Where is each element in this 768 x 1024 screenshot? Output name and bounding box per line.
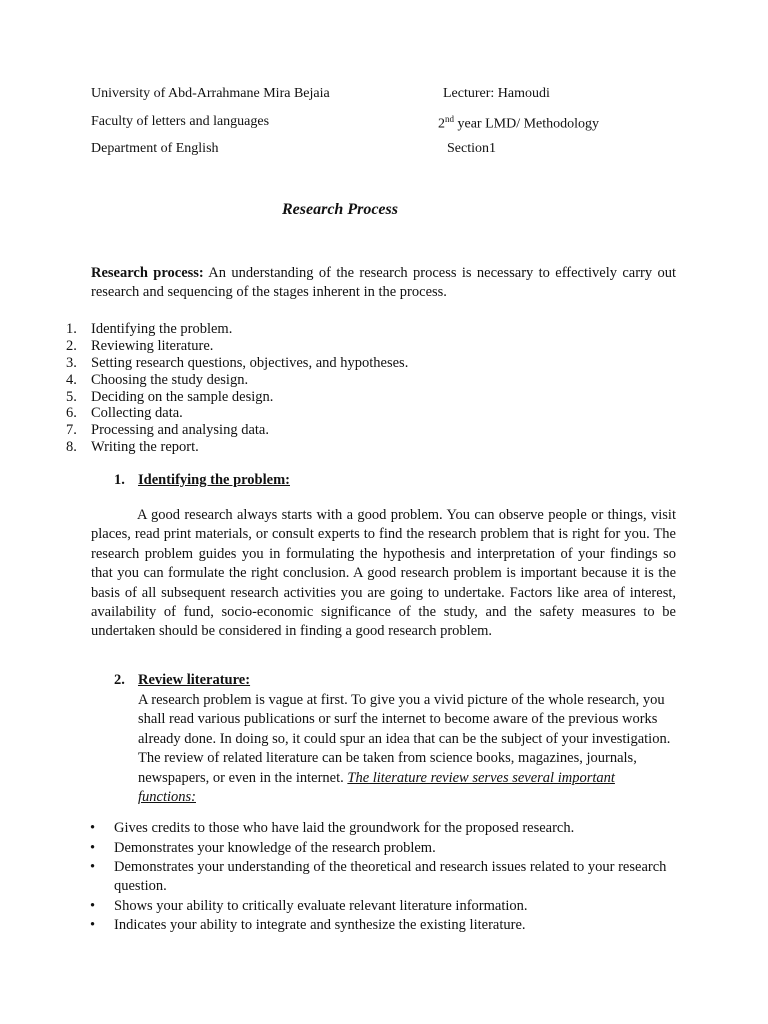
year-suffix: nd <box>445 114 454 124</box>
bullet-icon: • <box>90 839 96 856</box>
step-number: 6. <box>66 405 77 422</box>
list-item <box>66 405 408 422</box>
section-2-emphasis: The literature review serves several important functions: <box>138 769 615 806</box>
step-number: 4. <box>66 371 77 388</box>
step-text: Setting research questions, objectives, and hypotheses. <box>91 354 409 371</box>
section-2-body <box>138 691 676 807</box>
section-1-number: 1. <box>114 472 125 488</box>
bullet-icon: • <box>90 820 96 836</box>
section-2-text: A research problem is vague at first. To give you a vivid picture of the whole research, you shall read various publications or surf the internet to become aware of the previous works already done. In doing so, it could spur an idea that can be the subject of your investigation. The review of related literature can be taken from science books, magazines, journals, newspapers, or even in the internet. <box>138 692 671 786</box>
step-text: Identifying the problem. <box>91 321 233 337</box>
step-number: 3. <box>66 354 77 371</box>
step-number: 8. <box>66 439 77 456</box>
list-item <box>66 321 408 338</box>
step-text: Choosing the study design. <box>91 371 249 388</box>
step-text: Processing and analysing data. <box>91 422 269 439</box>
step-number: 7. <box>66 422 77 439</box>
bullet-text: Indicates your ability to integrate and synthesize the existing literature. <box>114 917 526 933</box>
section-1-heading <box>114 472 290 489</box>
list-item <box>90 916 690 935</box>
bullet-text: Shows your ability to critically evaluate relevant literature information. <box>114 897 528 914</box>
intro-text: An understanding of the research process is necessary to effectively carry out research and sequencing of the stages inherent in the process. <box>91 265 677 301</box>
list-item <box>90 839 690 858</box>
section-1-title: Identifying the problem: <box>138 472 290 488</box>
bullet-icon: • <box>90 859 96 875</box>
step-text: Collecting data. <box>91 405 183 422</box>
course-name: year LMD/ Methodology <box>454 116 600 132</box>
page-title: Research Process <box>282 201 398 218</box>
faculty-name: Faculty of letters and languages <box>91 114 270 129</box>
department-name: Department of English <box>91 141 219 156</box>
step-number: 2. <box>66 337 77 354</box>
bullet-text: Demonstrates your understanding of the theoretical and research issues related to your research question. <box>114 859 667 894</box>
step-text: Reviewing literature. <box>91 337 214 354</box>
university-name: University of Abd-Arrahmane Mira Bejaia <box>91 86 330 101</box>
list-item <box>66 355 408 372</box>
step-number: 1. <box>66 321 77 337</box>
section-label: Section1 <box>447 141 496 156</box>
list-item <box>90 858 690 896</box>
functions-list <box>90 819 690 936</box>
section-2-title: Review literature: <box>138 672 251 688</box>
bullet-text: Demonstrates your knowledge of the research problem. <box>114 839 436 856</box>
bullet-text: Gives credits to those who have laid the groundwork for the proposed research. <box>114 820 575 836</box>
list-item <box>66 372 408 389</box>
list-item <box>90 819 690 838</box>
bullet-icon: • <box>90 897 96 914</box>
list-item <box>66 389 408 406</box>
bullet-icon: • <box>90 917 96 933</box>
section-1-body: A good research always starts with a good problem. You can observe people or things, visit places, read print materials, or consult experts to find the research problem that is right for you. The research problem guides you in formulating the hypothesis and interpretation of your findings so that you can formulate the right conclusion. A good research problem is important because it is the basis of all subsequent research activities you are going to undertake. Factors like area of interest, availability of fund, socio-economic significance of the study, and the safety measures to be undertaken should be considered in finding a good research problem. <box>91 507 676 640</box>
intro-paragraph <box>91 264 676 303</box>
course-year <box>438 114 599 133</box>
intro-label: Research process: <box>91 265 204 281</box>
step-number: 5. <box>66 388 77 405</box>
list-item <box>66 439 408 456</box>
step-text: Writing the report. <box>91 439 199 456</box>
list-item <box>66 422 408 439</box>
list-item <box>90 897 690 916</box>
steps-list <box>66 321 408 456</box>
step-text: Deciding on the sample design. <box>91 388 274 405</box>
section-2-number: 2. <box>114 672 125 688</box>
list-item <box>66 338 408 355</box>
year-number: 2 <box>438 116 445 132</box>
section-2-heading <box>114 672 250 689</box>
lecturer-name: Lecturer: Hamoudi <box>443 86 550 101</box>
